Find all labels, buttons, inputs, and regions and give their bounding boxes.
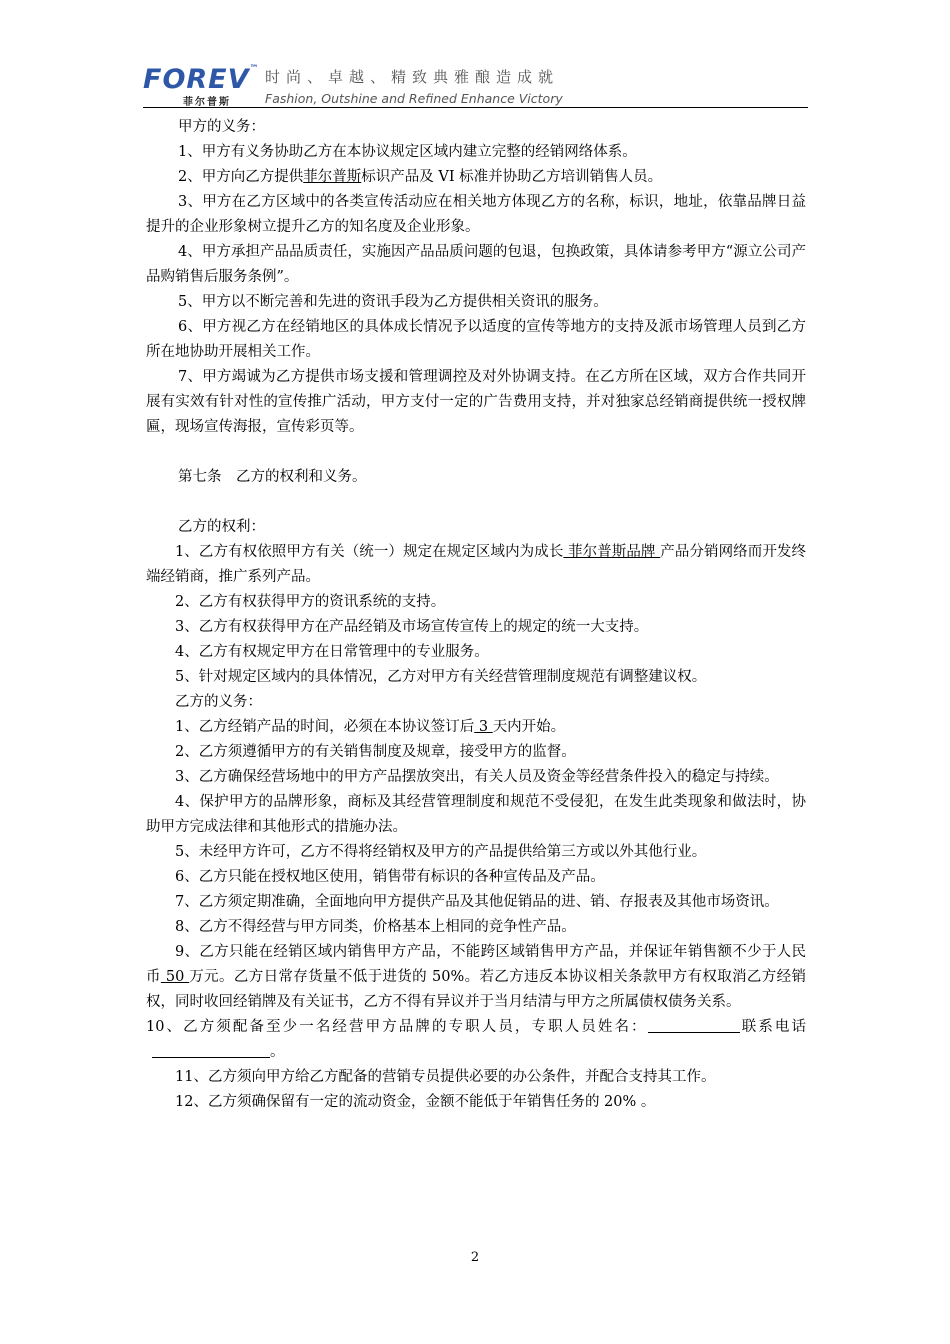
party-b-right-3: 3、乙方有权获得甲方在产品经销及市场宣传宣传上的规定的统一大支持。	[175, 619, 649, 635]
party-a-duties-heading: 甲方的义务：	[178, 119, 265, 135]
party-a-duty-2: 2、甲方向乙方提供菲尔普斯标识产品及 VI 标准并协助乙方培训销售人员。	[178, 169, 663, 185]
party-b-duty-11: 11、乙方须向甲方给乙方配备的营销专员提供必要的办公条件，并配合支持其工作。	[175, 1069, 716, 1085]
party-b-duty-6: 6、乙方只能在授权地区使用，销售带有标识的各种宣传品及产品。	[175, 869, 605, 885]
party-b-right-5: 5、针对规定区域内的具体情况，乙方对甲方有关经营管理制度规范有调整建议权。	[175, 669, 707, 685]
party-a-duty-7: 7、甲方竭诚为乙方提供市场支援和管理调控及对外协调支持。在乙方所在区域，双方合作共同开展有实效有针对性的宣传推广活动，甲方支付一定的广告费用支持，并对独家总经销商提供统一授权牌匾，现场宣传海报，宣传彩页等。	[146, 369, 806, 435]
party-b-duty-9: 9、乙方只能在经销区域内销售甲方产品，不能跨区域销售甲方产品，并保证年销售额不少于人民币 50 万元。乙方日常存货量不低于进货的 50%。若乙方违反本协议相关条款甲方有权取消乙方经销权，同时收回经销牌及有关证书，乙方不得有异议并于当月结清与甲方之所属债权债务关系。	[146, 944, 807, 1010]
party-b-rights-heading: 乙方的权利：	[178, 519, 265, 535]
header-divider	[143, 107, 808, 108]
staff-name-blank	[648, 1017, 740, 1033]
brand-underlined: 菲尔普斯品牌	[563, 544, 661, 560]
party-b-right-2: 2、乙方有权获得甲方的资讯系统的支持。	[175, 594, 446, 610]
party-b-duty-10: 10、乙方须配备至少一名经营甲方品牌的专职人员，专职人员姓名： 联系电话。	[146, 1019, 806, 1060]
party-b-right-1: 1、乙方有权依照甲方有关（统一）规定在规定区域内为成长 菲尔普斯品牌 产品分销网络而开发终端经销商，推广系列产品。	[146, 544, 807, 585]
party-b-duties-heading: 乙方的义务：	[175, 694, 262, 710]
party-a-duty-5: 5、甲方以不断完善和先进的资讯手段为乙方提供相关资讯的服务。	[178, 294, 608, 310]
document-body	[146, 115, 806, 1115]
party-b-duty-8: 8、乙方不得经营与甲方同类，价格基本上相同的竞争性产品。	[175, 919, 576, 935]
article-7-title: 第七条 乙方的权利和义务。	[178, 469, 367, 485]
forev-logo	[143, 64, 260, 95]
days-value: 3	[474, 719, 493, 735]
party-b-duty-12: 12、乙方须确保留有一定的流动资金，金额不能低于年销售任务的 20% 。	[175, 1094, 656, 1110]
slogan-english: Fashion, Outshine and Refined Enhance Victory	[265, 91, 563, 106]
phone-blank	[152, 1042, 270, 1058]
party-b-duty-1: 1、乙方经销产品的时间，必须在本协议签订后 3 天内开始。	[175, 719, 566, 735]
slogan-chinese: 时尚、卓越、精致典雅酿造成就	[265, 68, 560, 86]
party-a-duty-6: 6、甲方视乙方在经销地区的具体成长情况予以适度的宣传等地方的支持及派市场管理人员到乙方所在地协助开展相关工作。	[146, 319, 806, 360]
sales-amount-value: 50	[160, 969, 190, 985]
page-header	[143, 64, 808, 110]
trademark-symbol: ™	[249, 64, 260, 74]
party-b-duty-5: 5、未经甲方许可，乙方不得将经销权及甲方的产品提供给第三方或以外其他行业。	[175, 844, 707, 860]
brand-name-chinese: 菲尔普斯	[183, 97, 231, 108]
party-a-duty-1: 1、甲方有义务协助乙方在本协议规定区域内建立完整的经销网络体系。	[178, 144, 637, 160]
page-number: 2	[470, 1250, 480, 1265]
brand-underlined: 菲尔普斯	[303, 169, 362, 185]
party-a-duty-3: 3、甲方在乙方区域中的各类宣传活动应在相关地方体现乙方的名称，标识，地址，依靠品牌日益提升的企业形象树立提升乙方的知名度及企业形象。	[146, 194, 806, 235]
party-b-duty-3: 3、乙方确保经营场地中的甲方产品摆放突出，有关人员及资金等经营条件投入的稳定与持续。	[175, 769, 779, 785]
party-b-duty-4: 4、保护甲方的品牌形象，商标及其经营管理制度和规范不受侵犯，在发生此类现象和做法时，协助甲方完成法律和其他形式的措施办法。	[146, 794, 806, 835]
logo-text: FOREV	[143, 64, 250, 95]
party-b-duty-2: 2、乙方须遵循甲方的有关销售制度及规章，接受甲方的监督。	[175, 744, 576, 760]
party-a-duty-4: 4、甲方承担产品品质责任，实施因产品品质问题的包退，包换政策，具体请参考甲方“源立公司产品购销售后服务条例”。	[146, 244, 806, 285]
party-b-duty-7: 7、乙方须定期准确，全面地向甲方提供产品及其他促销品的进、销、存报表及其他市场资讯。	[175, 894, 779, 910]
party-b-right-4: 4、乙方有权规定甲方在日常管理中的专业服务。	[175, 644, 489, 660]
